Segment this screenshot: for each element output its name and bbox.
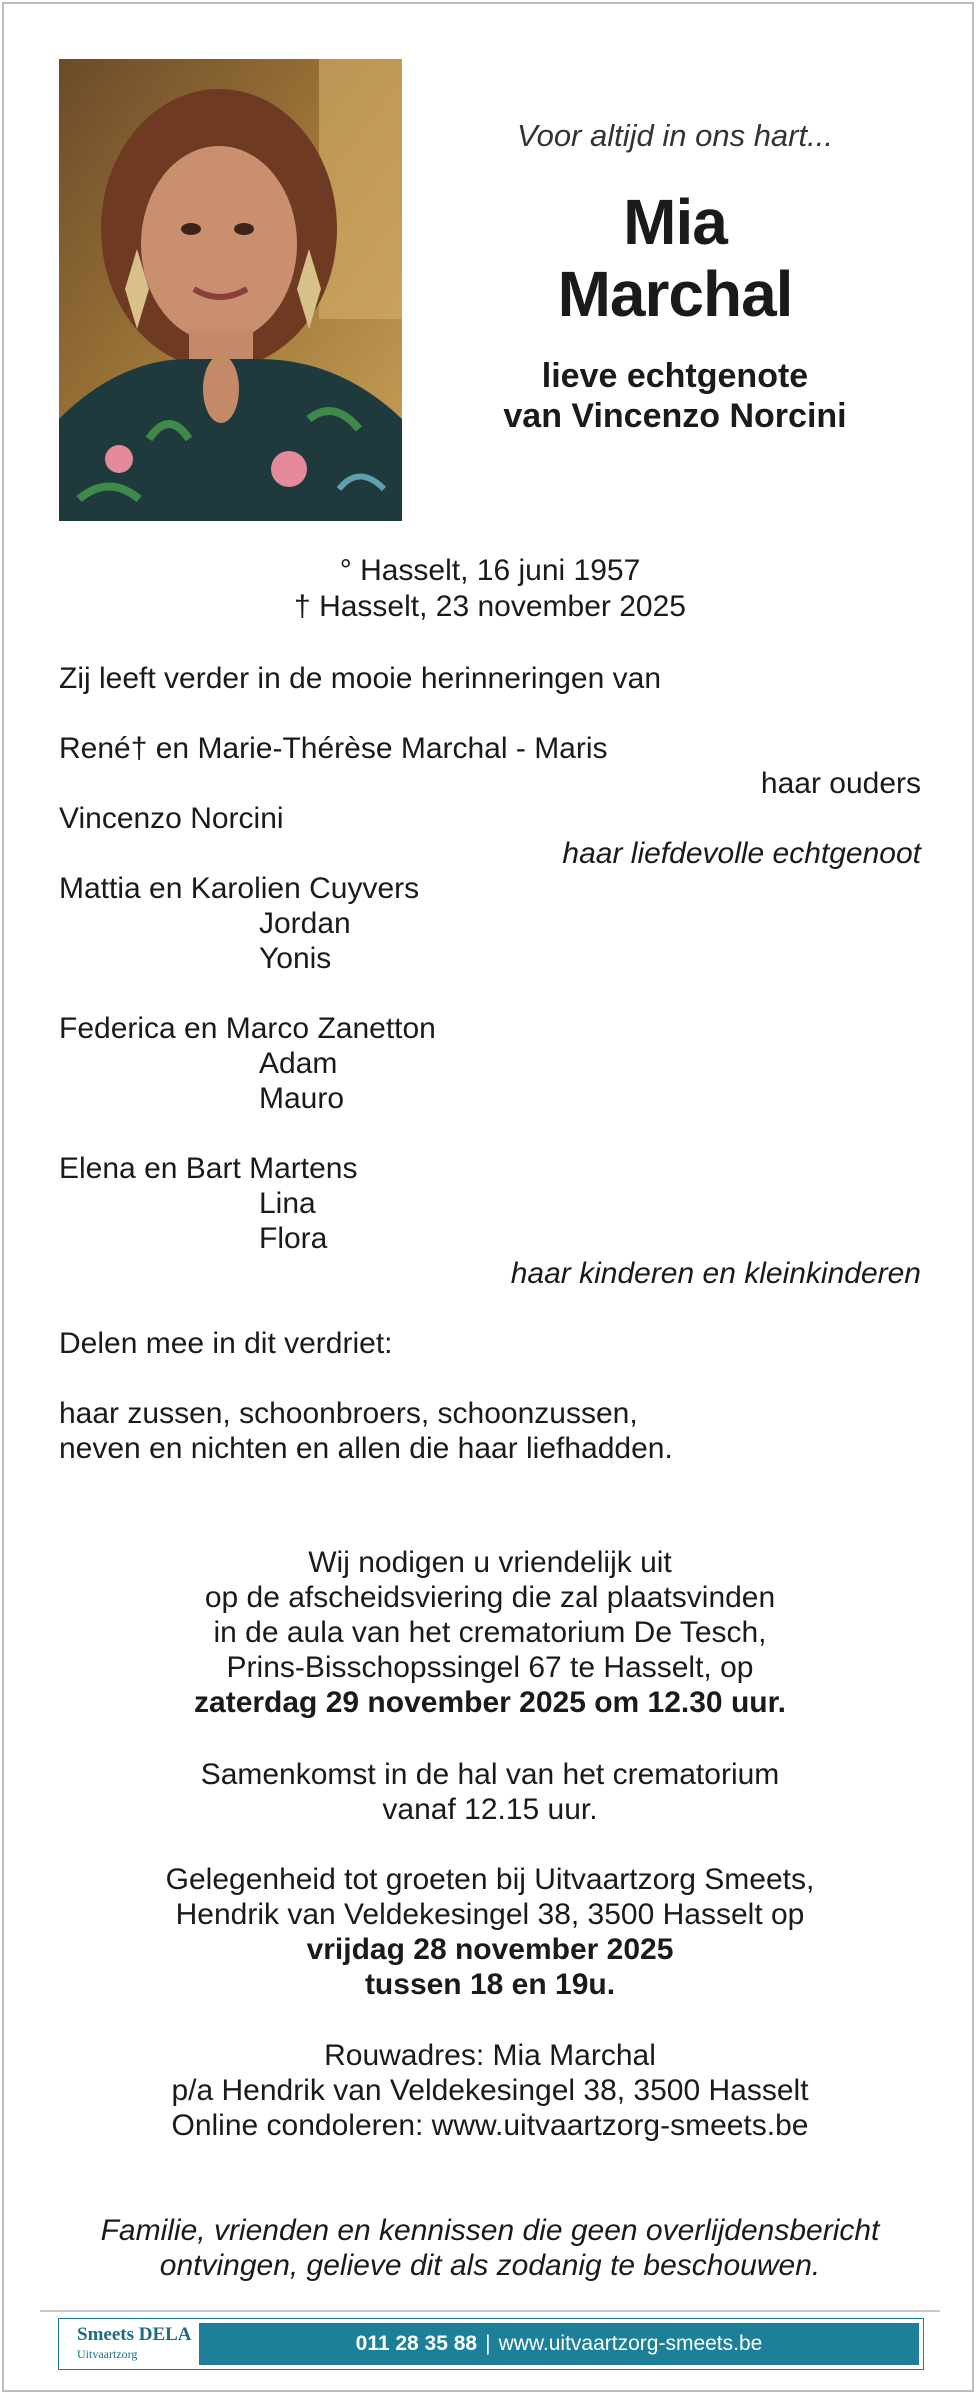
closing-line-1: Familie, vrienden en kennissen die geen overlijdensbericht <box>100 2214 880 2247</box>
greeting-date: vrijdag 28 november 2025 <box>306 1933 674 1966</box>
share-intro: Delen mee in dit verdriet: <box>59 1327 393 1360</box>
ceremony-info <box>0 1545 980 1720</box>
parents: René† en Marie-Thérèse Marchal - Maris <box>59 732 608 765</box>
greeting-line-2: Hendrik van Veldekesingel 38, 3500 Hasselt op <box>175 1898 805 1931</box>
ceremony-line-4: Prins-Bisschopssingel 67 te Hasselt, op <box>226 1651 754 1684</box>
contact-bar <box>199 2323 919 2365</box>
life-dates <box>0 553 980 625</box>
birth-date: ° Hasselt, 16 juni 1957 <box>339 554 641 587</box>
share-line-1: haar zussen, schoonbroers, schoonzussen, <box>59 1397 638 1430</box>
spacer <box>59 1116 921 1151</box>
gathering-info <box>0 1757 980 1827</box>
grandchild: Flora <box>259 1222 328 1255</box>
separator: | <box>485 2332 491 2355</box>
relation-line-2: van Vincenzo Norcini <box>503 397 847 435</box>
grandchild: Adam <box>259 1047 338 1080</box>
address-line-3: Online condoleren: www.uitvaartzorg-smeets.be <box>171 2109 809 2142</box>
closing-note <box>0 2213 980 2283</box>
family-intro: Zij leeft verder in de mooie herinneringen van <box>59 662 662 695</box>
portrait-photo <box>59 59 402 521</box>
death-date: † Hasselt, 23 november 2025 <box>294 590 686 623</box>
website-link[interactable]: www.uitvaartzorg-smeets.be <box>498 2332 763 2355</box>
funeral-home-logo <box>77 2325 192 2361</box>
children-role: haar kinderen en kleinkinderen <box>510 1257 921 1290</box>
phone-number[interactable]: 011 28 35 88 <box>355 2332 478 2355</box>
greeting-line-1: Gelegenheid tot groeten bij Uitvaartzorg Smeets, <box>165 1863 815 1896</box>
spacer <box>59 1291 921 1326</box>
greeting-time: tussen 18 en 19u. <box>364 1968 616 2001</box>
spacer <box>59 976 921 1011</box>
greeting-info <box>0 1862 980 2002</box>
parents-role: haar ouders <box>760 767 921 800</box>
header <box>460 118 890 436</box>
deceased-name <box>460 186 890 330</box>
last-name: Marchal <box>557 258 793 330</box>
share-line-2: neven en nichten en allen die haar liefhadden. <box>59 1432 673 1465</box>
grandchild: Mauro <box>259 1082 345 1115</box>
spouse-role: haar liefdevolle echtgenoot <box>562 837 921 870</box>
child-couple-2: Federica en Marco Zanetton <box>59 1012 436 1045</box>
relation <box>460 356 890 436</box>
logo-sub-text: Uitvaartzorg <box>77 2347 138 2361</box>
gathering-line-2: vanaf 12.15 uur. <box>382 1793 598 1826</box>
grandchild: Lina <box>259 1187 316 1220</box>
ceremony-datetime: zaterdag 29 november 2025 om 12.30 uur. <box>194 1686 786 1719</box>
ceremony-line-1: Wij nodigen u vriendelijk uit <box>308 1546 672 1579</box>
address-line-2: p/a Hendrik van Veldekesingel 38, 3500 Hasselt <box>171 2074 809 2107</box>
first-name: Mia <box>623 186 727 258</box>
address-line-1: Rouwadres: Mia Marchal <box>324 2039 656 2072</box>
ceremony-line-3: in de aula van het crematorium De Tesch, <box>213 1616 767 1649</box>
funeral-home-footer <box>58 2318 924 2370</box>
child-couple-3: Elena en Bart Martens <box>59 1152 358 1185</box>
grandchild: Jordan <box>259 907 351 940</box>
family-section <box>59 661 921 1466</box>
grandchild: Yonis <box>259 942 332 975</box>
spacer <box>59 1361 921 1396</box>
footer-divider <box>40 2310 940 2312</box>
mourning-address <box>0 2038 980 2143</box>
ceremony-line-2: op de afscheidsviering die zal plaatsvinden <box>204 1581 776 1614</box>
closing-line-2: ontvingen, gelieve dit als zodanig te beschouwen. <box>159 2249 821 2282</box>
logo-main-text: Smeets DELA <box>77 2324 192 2345</box>
tagline: Voor altijd in ons hart... <box>517 118 833 153</box>
spacer <box>59 696 921 731</box>
relation-line-1: lieve echtgenote <box>541 357 809 395</box>
gathering-line-1: Samenkomst in de hal van het crematorium <box>200 1758 780 1791</box>
spouse: Vincenzo Norcini <box>59 802 284 835</box>
child-couple-1: Mattia en Karolien Cuyvers <box>59 872 420 905</box>
